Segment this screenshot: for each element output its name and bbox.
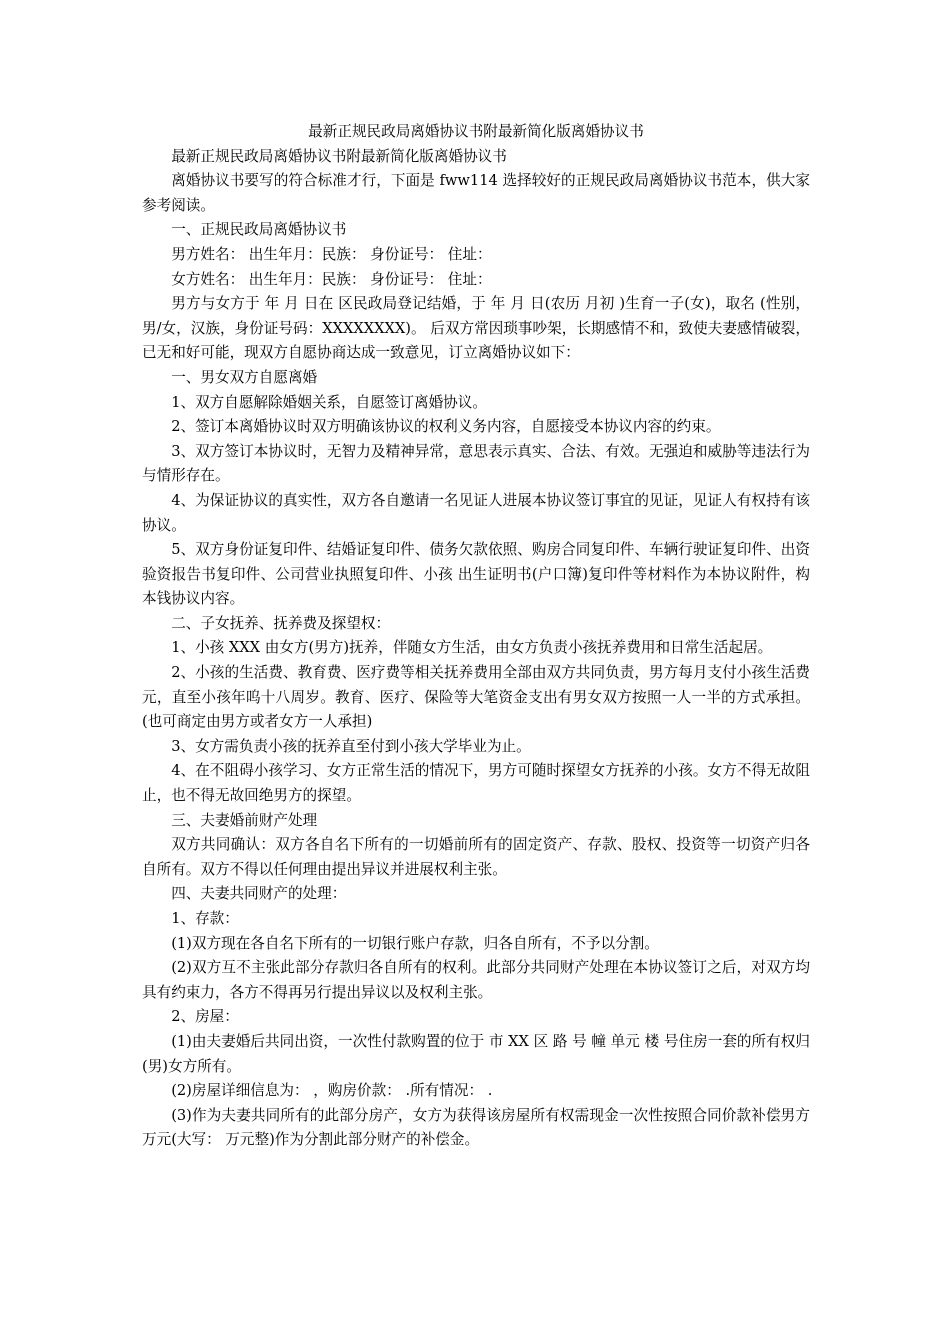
- paragraph: 男方姓名： 出生年月：民族： 身份证号： 住址：: [171, 245, 492, 263]
- paragraph: 3、女方需负责小孩的抚养直至付到小孩大学毕业为止。: [171, 737, 531, 755]
- paragraph: 男方与女方于 年 月 日在 区民政局登记结婚，于 年 月 日(农历 月初 )生育一子(女)，取名 (性别，男/女，汉族，身份证号码：XXXXXXXX)。 后双方常因琐事吵架，长期感情不和，致使夫妻感情破裂，已无和好可能，现双方自愿协商达成一致意见，订立离婚协议如下：: [142, 295, 810, 362]
- paragraph: 女方姓名： 出生年月：民族： 身份证号： 住址：: [171, 270, 492, 288]
- paragraph: 2、房屋：: [171, 1008, 239, 1026]
- paragraph: 1、双方自愿解除婚姻关系，自愿签订离婚协议。: [171, 393, 487, 411]
- paragraph: (2)双方互不主张此部分存款归各自所有的权利。此部分共同财产处理在本协议签订之后，对双方均具有约束力，各方不得再另行提出异议以及权利主张。: [142, 959, 810, 1001]
- paragraph: (3)作为夫妻共同所有的此部分房产，女方为获得该房屋所有权需现金一次性按照合同价款补偿男方 万元(大写： 万元整)作为分割此部分财产的补偿金。: [142, 1106, 810, 1149]
- paragraph: 4、为保证协议的真实性，双方各自邀请一名见证人进展本协议签订事宜的见证，见证人有权持有该协议。: [142, 491, 810, 534]
- paragraph: 三、夫妻婚前财产处理: [171, 811, 318, 829]
- paragraph: 4、在不阻碍小孩学习、女方正常生活的情况下，男方可随时探望女方抚养的小孩。女方不得无故阻止，也不得无故回绝男方的探望。: [142, 762, 810, 805]
- paragraph: 5、双方身份证复印件、结婚证复印件、债务欠款依照、购房合同复印件、车辆行驶证复印件、出资验资报告书复印件、公司营业执照复印件、小孩 出生证明书(户口簿)复印件等材料作为本协议附件，构本钱协议内容。: [142, 541, 810, 608]
- paragraph: 1、小孩 XXX 由女方(男方)抚养，伴随女方生活，由女方负责小孩抚养费用和日常生活起居。: [171, 639, 773, 657]
- document-page: [142, 120, 810, 1153]
- paragraph: 最新正规民政局离婚协议书附最新简化版离婚协议书: [171, 147, 507, 165]
- paragraph: 2、签订本离婚协议时双方明确该协议的权利义务内容，自愿接受本协议内容的约束。: [171, 418, 721, 436]
- paragraph: 双方共同确认：双方各自名下所有的一切婚前所有的固定资产、存款、股权、投资等一切资产归各自所有。双方不得以任何理由提出异议并进展权利主张。: [142, 836, 810, 878]
- paragraph: 一、男女双方自愿离婚: [171, 368, 318, 386]
- paragraph: 离婚协议书要写的符合标准才行，下面是 fww114 选择较好的正规民政局离婚协议书范本，供大家参考阅读。: [142, 172, 810, 214]
- paragraph: (1)双方现在各自名下所有的一切银行账户存款，归各自所有，不予以分割。: [171, 934, 659, 952]
- document-title: 最新正规民政局离婚协议书附最新简化版离婚协议书: [308, 123, 644, 140]
- paragraph: (1)由夫妻婚后共同出资，一次性付款购置的位于 市 XX 区 路 号 幢 单元 楼 号住房一套的所有权归(男)女方所有。: [142, 1032, 810, 1075]
- paragraph: 一、正规民政局离婚协议书: [171, 221, 347, 239]
- paragraph: 3、双方签订本协议时，无智力及精神异常，意思表示真实、合法、有效。无强迫和威胁等违法行为与情形存在。: [142, 442, 810, 485]
- paragraph: 四、夫妻共同财产的处理：: [171, 885, 347, 903]
- paragraph: 2、小孩的生活费、教育费、医疗费等相关抚养费用全部由双方共同负责，男方每月支付小孩生活费 元，直至小孩年呜十八周岁。教育、医疗、保险等大笔资金支出有男女双方按照一人一半的方式承担。(也可商定由男方或者女方一人承担): [142, 664, 810, 731]
- paragraph: (2)房屋详细信息为： ，购房价款： .所有情况： .: [171, 1082, 493, 1100]
- document-body: [142, 145, 810, 1153]
- paragraph: 二、子女抚养、抚养费及探望权：: [171, 614, 391, 632]
- paragraph: 1、存款：: [171, 910, 239, 927]
